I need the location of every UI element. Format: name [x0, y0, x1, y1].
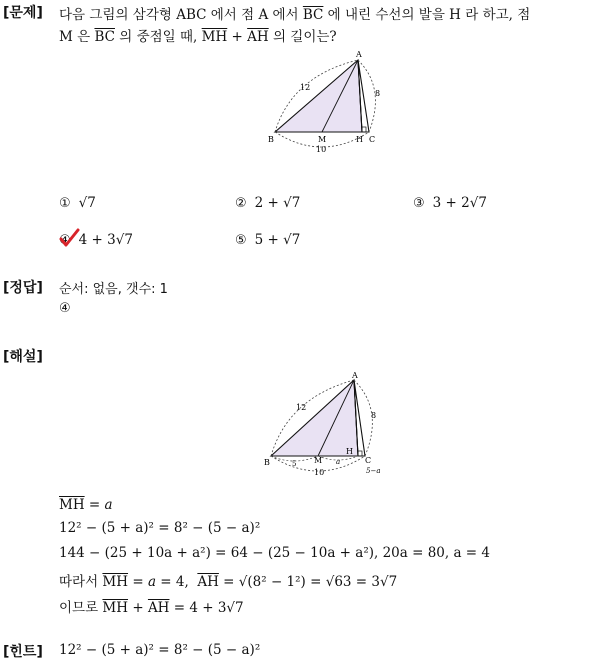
solution-figure [258, 370, 393, 480]
checkmark-icon [58, 228, 80, 248]
answer-line2: ④ [59, 301, 71, 316]
solution-line-2: 12² − (5 + a)² = 8² − (5 − a)² [59, 520, 261, 536]
solution-line-1: $\overline{MH} = a$ [59, 497, 113, 513]
option-4[interactable]: ④ 4 + 3√7 [59, 232, 133, 248]
fig-label-b: B [268, 135, 274, 144]
sol-label-ab: 12 [296, 403, 307, 412]
problem-figure [262, 48, 392, 156]
answer-label: [정답] [3, 280, 43, 296]
fig-label-c: C [369, 135, 376, 144]
answer-line1: 순서: 없음, 갯수: 1 [59, 282, 168, 297]
sol-label-hc: 5−a [366, 467, 381, 475]
sol-label-bc: 10 [314, 468, 325, 477]
sol-label-mh: a [336, 458, 341, 466]
solution-line-3: 144 − (25 + 10a + a²) = 64 − (25 − 10a + a²), 20a = 80, a = 4 [59, 545, 490, 561]
problem-text-line1: 다음 그림의 삼각형 ABC 에서 점 A 에서 $\overline{BC}$ 에 내린 수선의 발을 H 라 하고, 점 [59, 7, 531, 23]
sol-label-c: C [365, 456, 372, 465]
sol-label-a: A [352, 371, 358, 380]
problem-text-line2: M 은 $\overline{BC}$ 의 중점일 때, $\overline{MH} + \overline{AH}$ 의 길이는? [59, 29, 337, 45]
sol-label-bm: 5 [292, 460, 297, 468]
sol-label-m: M [314, 456, 323, 465]
fig-label-m: M [318, 135, 327, 144]
fig-label-a: A [356, 50, 362, 59]
option-1[interactable]: ① √7 [59, 195, 96, 211]
option-3[interactable]: ③ 3 + 2√7 [413, 195, 487, 211]
fig-label-h: H [356, 135, 363, 144]
problem-label: [문제] [3, 5, 43, 21]
sol-label-h: H [346, 447, 353, 456]
solution-label: [해설] [3, 349, 43, 365]
hint-text: 12² − (5 + a)² = 8² − (5 − a)² [59, 642, 261, 658]
fig-label-ac: 8 [375, 89, 381, 98]
option-5[interactable]: ⑤ 5 + √7 [235, 232, 301, 248]
fig-label-ab: 12 [300, 83, 311, 92]
hint-label: [힌트] [3, 644, 43, 660]
fig-label-bc: 10 [316, 145, 327, 154]
sol-label-b: B [264, 458, 270, 467]
solution-line-5: 이므로 $\overline{MH} + \overline{AH} = 4 + 3√7$ [59, 600, 244, 616]
sol-label-ac: 8 [371, 411, 377, 420]
solution-line-4: 따라서 $\overline{MH} = a = 4$, $\overline{AH} = √(8^2 - 1^2) = √63 = 3√7$ [59, 574, 398, 590]
option-2[interactable]: ② 2 + √7 [235, 195, 301, 211]
